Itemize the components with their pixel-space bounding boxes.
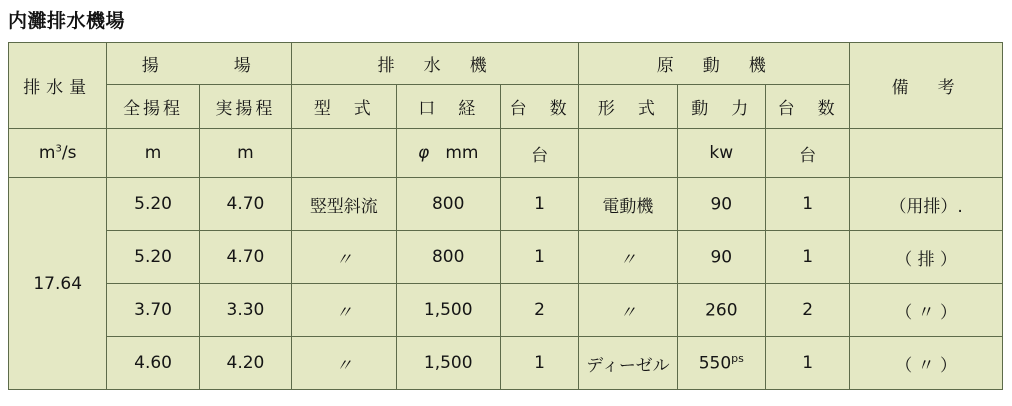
cell-power-unit: ps <box>731 352 744 366</box>
cell-motor-type: ディーゼル <box>579 337 677 390</box>
header-head-group: 揚 場 <box>107 43 292 85</box>
subheader-pump-count: 台 数 <box>500 85 578 129</box>
cell-motor-type: 〃 <box>579 284 677 337</box>
cell-total-head: 5.20 <box>107 231 199 284</box>
table-unit-row <box>9 129 1003 178</box>
unit-total-head: m <box>107 129 199 178</box>
unit-actual-head: m <box>199 129 291 178</box>
cell-power-value: 90 <box>710 247 733 268</box>
cell-discharge-value: 17.64 <box>9 178 107 390</box>
unit-diameter-mm: mm <box>445 143 479 164</box>
unit-motor-type <box>579 129 677 178</box>
cell-pump-count: 1 <box>500 337 578 390</box>
cell-diameter: 800 <box>396 231 500 284</box>
cell-power-value: 260 <box>705 300 738 321</box>
subheader-diameter: 口 経 <box>396 85 500 129</box>
cell-power <box>677 178 765 231</box>
subheader-actual-head: 実揚程 <box>199 85 291 129</box>
cell-diameter: 800 <box>396 178 500 231</box>
cell-motor-count: 1 <box>765 337 849 390</box>
cell-power <box>677 284 765 337</box>
unit-remarks <box>850 129 1003 178</box>
cell-remarks: （ 排 ） <box>850 231 1003 284</box>
phi-icon: φ <box>417 143 430 164</box>
cell-pump-type: 竪型斜流 <box>292 178 396 231</box>
unit-discharge-exponent: 3 <box>55 143 62 155</box>
cell-motor-type: 〃 <box>579 231 677 284</box>
cell-motor-type: 電動機 <box>579 178 677 231</box>
cell-pump-count: 2 <box>500 284 578 337</box>
subheader-power: 動 力 <box>677 85 765 129</box>
unit-discharge <box>9 129 107 178</box>
unit-discharge-tail: /s <box>61 143 77 164</box>
header-motor-group: 原 動 機 <box>579 43 850 85</box>
cell-total-head: 4.60 <box>107 337 199 390</box>
pump-station-table-container <box>8 42 1003 390</box>
cell-pump-type: 〃 <box>292 337 396 390</box>
cell-pump-type: 〃 <box>292 284 396 337</box>
page-bottom-margin <box>0 390 1012 406</box>
unit-motor-count: 台 <box>765 129 849 178</box>
cell-power <box>677 337 765 390</box>
pump-station-table <box>8 42 1003 390</box>
subheader-total-head: 全揚程 <box>107 85 199 129</box>
subheader-pump-type: 型 式 <box>292 85 396 129</box>
table-row <box>9 337 1003 390</box>
header-pump-group: 排 水 機 <box>292 43 579 85</box>
unit-discharge-base: m <box>38 143 56 164</box>
unit-pump-type <box>292 129 396 178</box>
cell-actual-head: 4.70 <box>199 231 291 284</box>
cell-pump-count: 1 <box>500 178 578 231</box>
cell-actual-head: 3.30 <box>199 284 291 337</box>
cell-total-head: 3.70 <box>107 284 199 337</box>
cell-remarks: （ 〃 ） <box>850 337 1003 390</box>
subheader-motor-type: 形 式 <box>579 85 677 129</box>
header-remarks: 備 考 <box>850 43 1003 129</box>
table-row <box>9 231 1003 284</box>
cell-motor-count: 1 <box>765 231 849 284</box>
cell-diameter: 1,500 <box>396 284 500 337</box>
cell-actual-head: 4.20 <box>199 337 291 390</box>
cell-power-value: 550 <box>698 353 732 374</box>
cell-motor-count: 1 <box>765 178 849 231</box>
cell-pump-count: 1 <box>500 231 578 284</box>
subheader-motor-count: 台 数 <box>765 85 849 129</box>
table-row <box>9 284 1003 337</box>
unit-pump-count: 台 <box>500 129 578 178</box>
cell-pump-type: 〃 <box>292 231 396 284</box>
cell-total-head: 5.20 <box>107 178 199 231</box>
cell-diameter: 1,500 <box>396 337 500 390</box>
table-row <box>9 178 1003 231</box>
header-discharge: 排水量 <box>9 43 107 129</box>
cell-power <box>677 231 765 284</box>
cell-power-value: 90 <box>710 194 733 215</box>
cell-remarks: （ 〃 ） <box>850 284 1003 337</box>
unit-power: kw <box>677 129 765 178</box>
cell-remarks: （用排）. <box>850 178 1003 231</box>
unit-diameter <box>396 129 500 178</box>
cell-actual-head: 4.70 <box>199 178 291 231</box>
cell-motor-count: 2 <box>765 284 849 337</box>
page-title: 内灘排水機場 <box>8 10 126 32</box>
table-header-group-row <box>9 43 1003 85</box>
